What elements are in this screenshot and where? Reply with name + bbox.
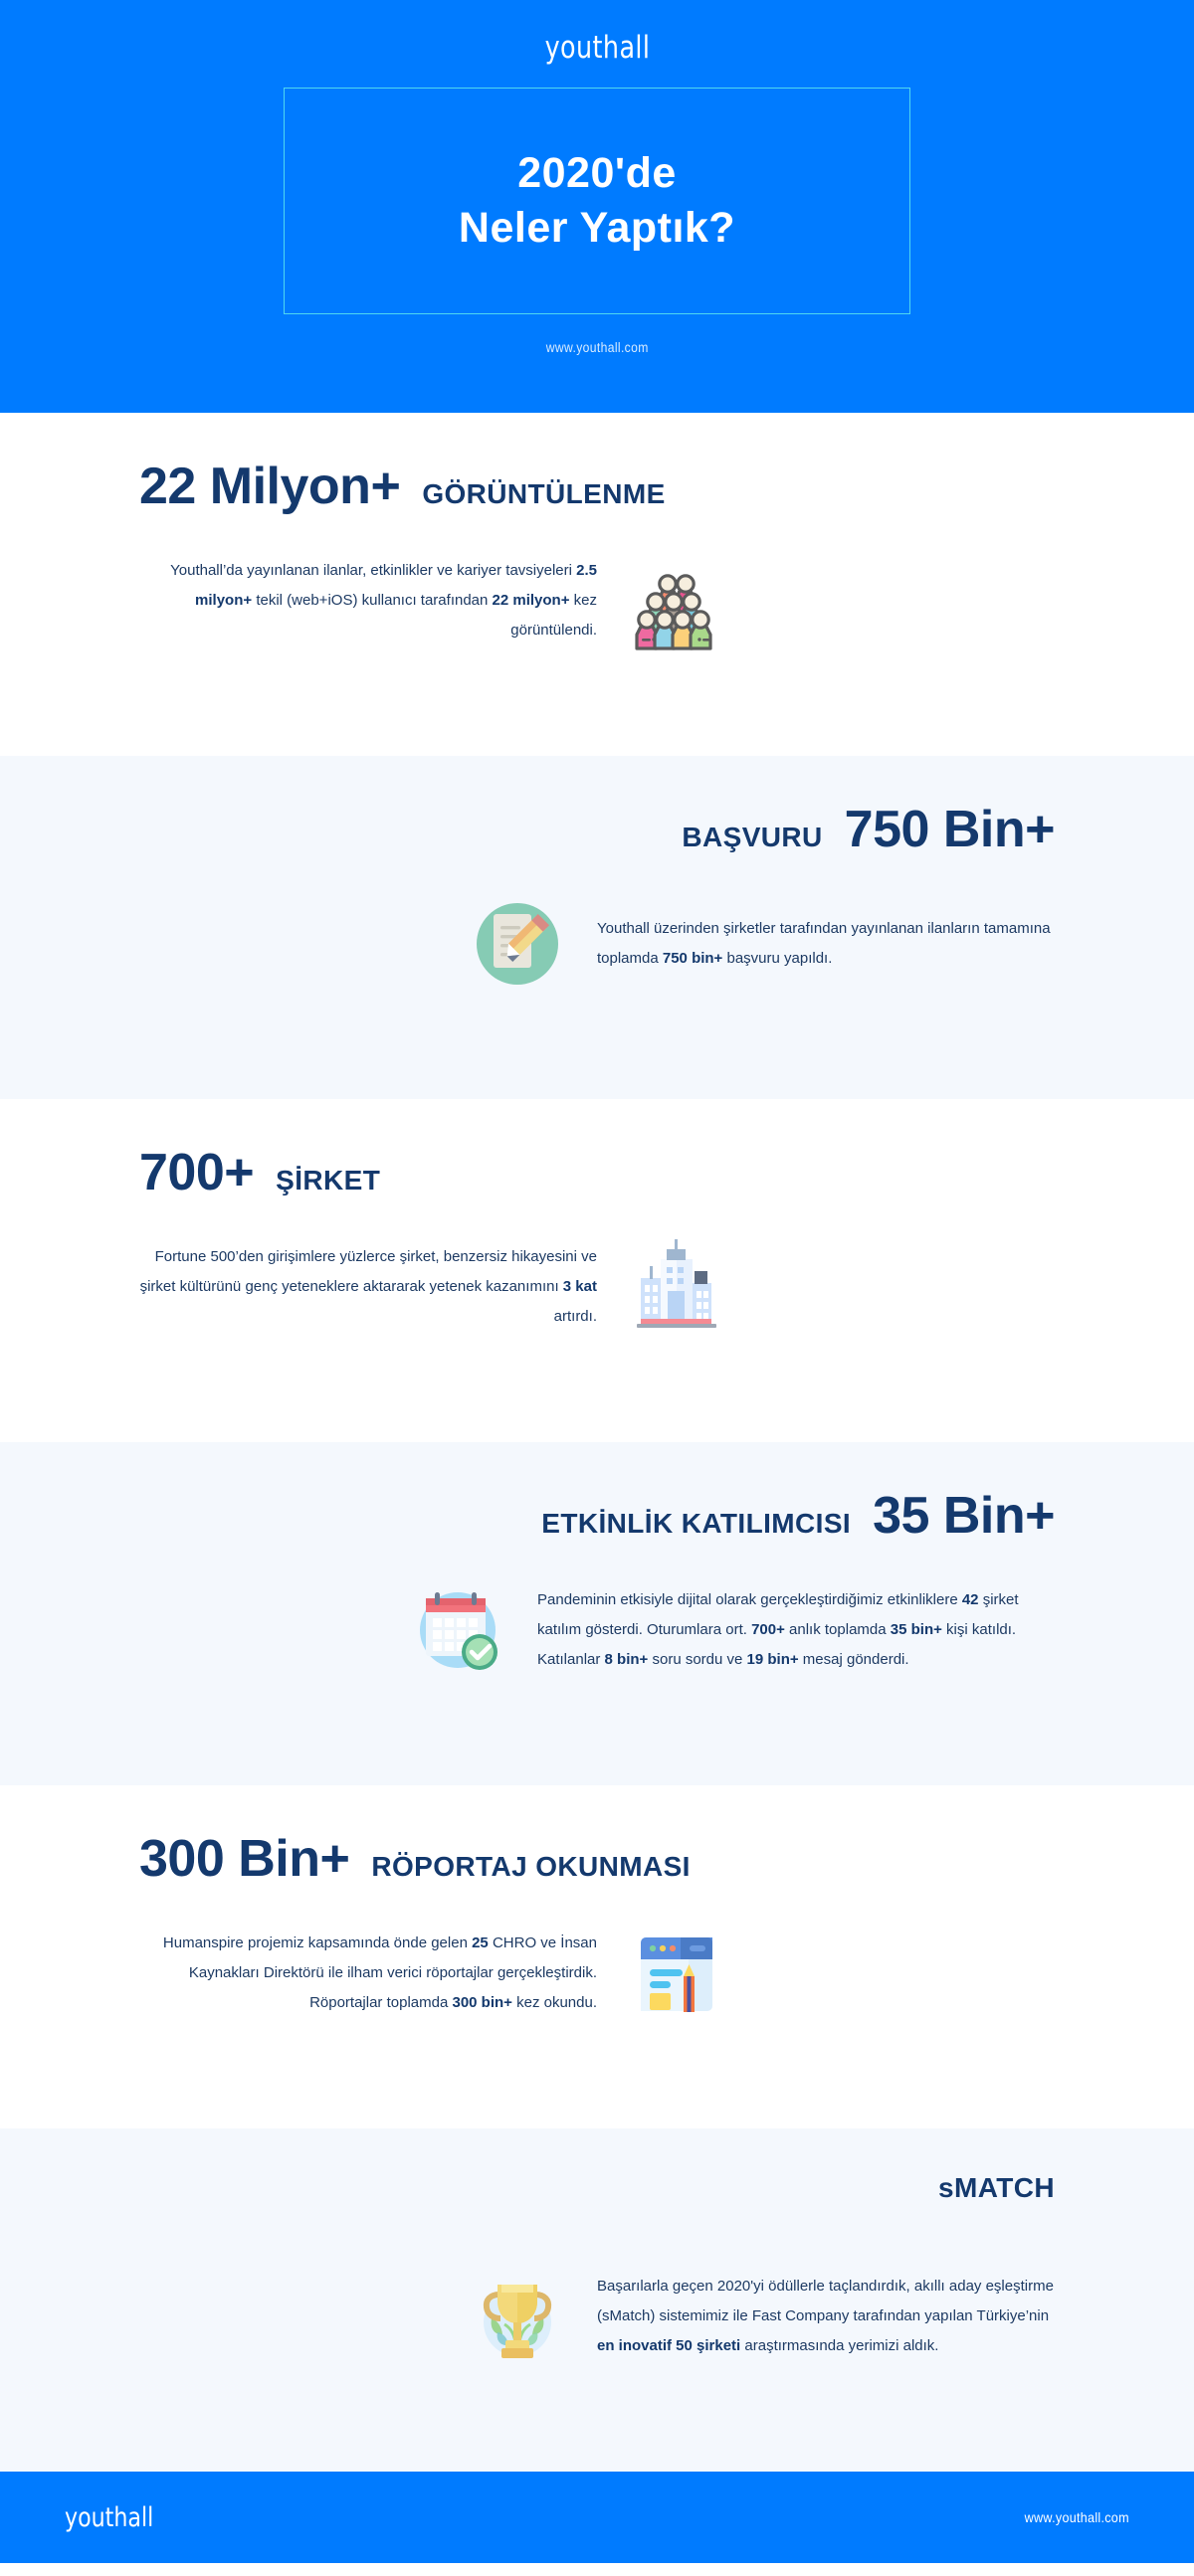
section-smatch bbox=[0, 2128, 1194, 2472]
stat-label: RÖPORTAJ OKUNMASI bbox=[371, 1851, 691, 1882]
stat-number: 750 Bin+ bbox=[844, 801, 1055, 858]
header-banner bbox=[0, 0, 1194, 413]
stat-label: GÖRÜNTÜLENME bbox=[422, 478, 666, 509]
stat-description: Başarılarla geçen 2020'yi ödüllerle taçlandırdık, akıllı aday eşleştirme (sMatch) sistemimiz ile Fast Company tarafından yapılan Türkiye’nin en inovatif 50 şirketi araştırmasında yerimizi aldık. bbox=[597, 2278, 1054, 2354]
section-inner bbox=[100, 1442, 1094, 1785]
stat-number: 22 Milyon+ bbox=[139, 458, 401, 515]
trophy-icon bbox=[464, 2263, 571, 2370]
section-inner bbox=[100, 756, 1094, 1099]
title-line-1: 2020'de bbox=[517, 148, 677, 197]
buildings-icon bbox=[623, 1233, 730, 1341]
stat-description: Pandeminin etkisiyle dijital olarak gerçekleştirdiğimiz etkinliklere 42 şirket katılım gösterdi. Oturumlara ort. 700+ anlık toplamda 35 bin+ kişi katıldı. Katılanlar 8 bin+ soru sordu ve 19 bin+ mesaj gönderdi. bbox=[537, 1591, 1019, 1668]
header-website-url: www.youthall.com bbox=[545, 340, 649, 355]
section-etkinlik-katilimcisi bbox=[0, 1442, 1194, 1785]
section-headline bbox=[541, 1486, 1055, 1546]
stat-number: 35 Bin+ bbox=[873, 1487, 1055, 1545]
section-basvuru bbox=[0, 756, 1194, 1099]
article-pencil-icon bbox=[623, 1920, 730, 2027]
section-body bbox=[139, 1233, 730, 1341]
section-body bbox=[139, 547, 730, 654]
section-inner bbox=[100, 1785, 1094, 2128]
section-headline bbox=[139, 1829, 691, 1889]
section-goruntulenme bbox=[0, 413, 1194, 756]
section-body bbox=[464, 2263, 1055, 2370]
header-logo: youthall bbox=[544, 30, 650, 66]
section-headline bbox=[139, 457, 666, 516]
stat-label: sMATCH bbox=[938, 2172, 1055, 2203]
footer-logo: youthall bbox=[65, 2501, 154, 2533]
stat-description: Humanspire projemiz kapsamında önde gelen 25 CHRO ve İnsan Kaynakları Direktörü ile ilham verici röportajlar gerçekleştirdik. Röportajlar toplamda 300 bin+ kez okundu. bbox=[162, 1934, 597, 2011]
statistics-sections bbox=[0, 413, 1194, 2472]
section-headline bbox=[938, 2172, 1055, 2204]
section-roportaj-okunmasi bbox=[0, 1785, 1194, 2128]
section-body bbox=[404, 1576, 1055, 1684]
title-line-2: Neler Yaptık? bbox=[458, 204, 736, 252]
section-inner bbox=[100, 2128, 1094, 2472]
stat-description: Youthall üzerinden şirketler tarafından yayınlanan ilanların tamamına toplamda 750 bin+ başvuru yapıldı. bbox=[597, 920, 1051, 967]
stat-description: Youthall’da yayınlanan ilanlar, etkinlikler ve kariyer tavsiyeleri 2.5 milyon+ tekil (web+iOS) kullanıcı tarafından 22 milyon+ kez görüntülendi. bbox=[170, 562, 597, 639]
section-inner bbox=[100, 413, 1094, 756]
section-sirket bbox=[0, 1099, 1194, 1442]
stat-label: BAŞVURU bbox=[682, 822, 823, 852]
section-headline bbox=[139, 1143, 380, 1202]
stat-label: ŞİRKET bbox=[276, 1165, 381, 1196]
footer-bar bbox=[0, 2472, 1194, 2563]
stat-description: Fortune 500’den girişimlere yüzlerce şirket, benzersiz hikayesini ve şirket kültürünü genç yeteneklere aktararak yetenek kazanımını 3 kat artırdı. bbox=[139, 1248, 597, 1325]
section-headline bbox=[682, 800, 1055, 859]
document-pencil-icon bbox=[464, 890, 571, 998]
section-body bbox=[139, 1920, 730, 2027]
section-inner bbox=[100, 1099, 1094, 1442]
section-body bbox=[464, 890, 1055, 998]
stat-number: 300 Bin+ bbox=[139, 1830, 350, 1888]
crowd-icon bbox=[623, 547, 730, 654]
stat-number: 700+ bbox=[139, 1144, 255, 1201]
title-box bbox=[284, 88, 910, 314]
footer-website-url: www.youthall.com bbox=[1024, 2509, 1129, 2525]
calendar-check-icon bbox=[404, 1576, 511, 1684]
stat-label: ETKİNLİK KATILIMCISI bbox=[541, 1508, 852, 1539]
